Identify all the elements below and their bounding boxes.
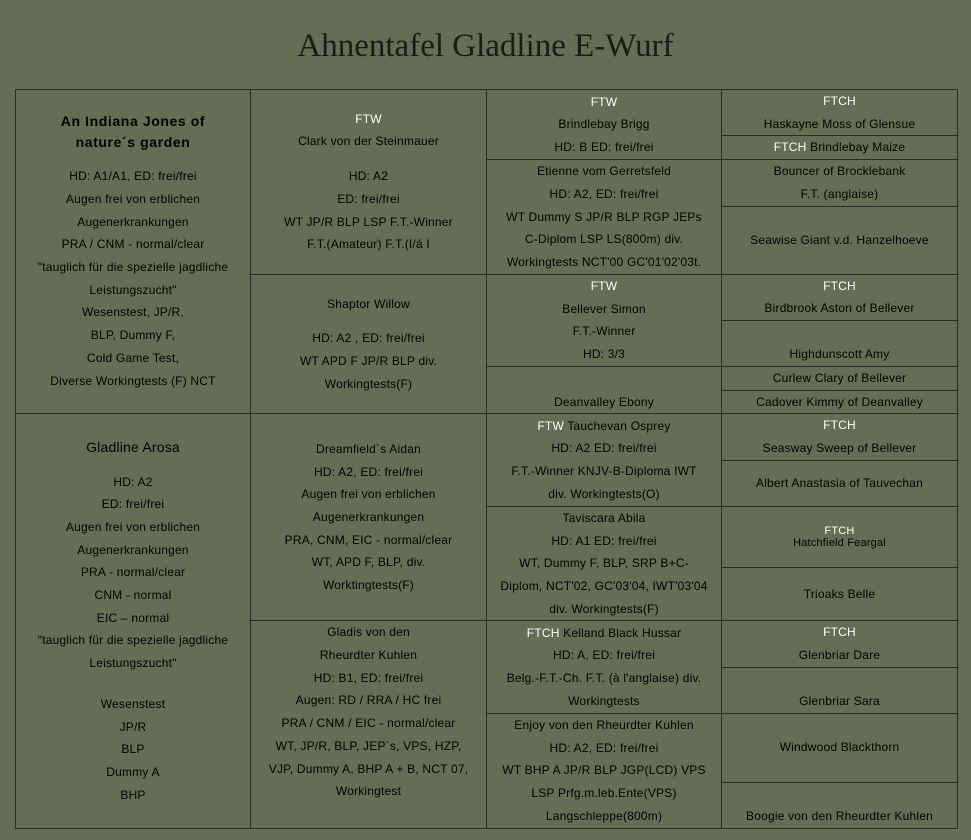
title-badge: FTCH [823, 278, 856, 293]
ancestor-name: Deanvalley Ebony [554, 394, 654, 409]
ancestor-cell [722, 390, 958, 414]
ancestor-line: HD: A2 , ED: frei/frei [312, 331, 425, 346]
ancestor-cell [487, 90, 722, 160]
dam-line: Dummy A [106, 764, 160, 779]
ancestor-line: HD: 3/3 [582, 347, 626, 362]
ancestor-cell [487, 621, 722, 713]
ancestor-cell [722, 667, 958, 713]
ancestor-name: Seawise Giant v.d. Hanzelhoeve [750, 232, 929, 247]
title-badge: FTW [355, 111, 382, 126]
ancestor-line: HD: A2, ED: frei/frei [549, 740, 659, 755]
ancestor-name: Brindlebay Maize [806, 140, 906, 155]
dog-line: Augen frei von erblichen [65, 191, 201, 206]
ancestor-cell [722, 206, 958, 274]
dog-line: Diverse Workingtests (F) NCT [50, 373, 216, 388]
ancestor-name: Birdbrook Aston of Bellever [764, 301, 915, 316]
dam-line: ED: frei/frei [101, 497, 165, 512]
ancestor-line: Etienne vom Gerretsfeld [537, 164, 671, 179]
ancestor-line: Rheurdter Kuhlen [319, 648, 418, 663]
title-badge: FTW [537, 418, 564, 433]
ancestor-name: Boogie von den Rheurdter Kuhlen [746, 809, 933, 824]
ancestor-cell [722, 321, 958, 367]
dog-line: Leistungszucht" [89, 282, 177, 297]
ancestor-line: WT Dummy S JP/R BLP RGP JEPs [506, 209, 702, 224]
page-title: Ahnentafel Gladline E-Wurf [297, 28, 674, 64]
ancestor-line: Augen frei von erblichen [301, 487, 436, 502]
dam-line: EIC – normal [96, 610, 170, 625]
sire-line: WT JP/R BLP LSP F.T.-Winner [284, 214, 453, 229]
ancestor-cell [487, 506, 722, 621]
dog-name: An Indiana Jones of [60, 113, 206, 130]
ancestor-name: Kelland Black Hussar [559, 625, 682, 640]
ancestor-cell [722, 506, 958, 567]
dog-name: nature´s garden [75, 134, 191, 151]
title-badge: FTCH [773, 140, 807, 155]
title-badge: FTCH [824, 524, 855, 537]
dog-line: "tauglich für die spezielle jagdliche [37, 260, 229, 275]
ancestor-name: Glenbriar Sara [799, 694, 880, 709]
ancestor-line: Workingtest [335, 784, 402, 799]
ancestor-cell [722, 274, 958, 320]
title-badge: FTCH [526, 625, 560, 640]
ancestor-line: Taviscara Abila [562, 510, 646, 525]
ancestor-line: Bellever Simon [562, 301, 646, 316]
dam-line: Augenerkrankungen [77, 542, 189, 557]
ancestor-cell [722, 90, 958, 136]
ancestor-name: Tauchevan Osprey [564, 418, 671, 433]
title-badge: FTCH [823, 625, 856, 640]
ancestor-name: Cadover Kimmy of Deanvalley [756, 394, 923, 409]
dam-name: Gladline Arosa [86, 438, 180, 455]
ancestor-line: WT, APD F, BLP, div. [311, 555, 426, 570]
title-badge: FTW [590, 278, 618, 293]
dam-of-dam-cell [251, 621, 487, 828]
dam-cell [16, 414, 251, 828]
ancestor-line: Workingtests NCT'00 GC'01'02'03t. [506, 254, 702, 269]
title-badge: FTCH [823, 418, 856, 433]
ancestor-cell [722, 568, 958, 621]
ancestor-cell [487, 274, 722, 366]
ancestor-line: Bouncer of Brocklebank [773, 164, 906, 179]
ancestor-line: C-Diplom LSP LS(800m) div. [524, 232, 684, 247]
ancestor-line: Workingtests(F) [324, 376, 413, 391]
ancestor-line: HD: B1, ED: frei/frei [313, 670, 424, 685]
sire-name: Clark von der Steinmauer [298, 134, 439, 149]
ancestor-cell [722, 460, 958, 506]
ancestor-name: Windwood Blackthorn [779, 740, 900, 755]
dog-line: Wesenstest, JP/R, [82, 305, 184, 320]
ancestor-line: HD: A2 ED: frei/frei [551, 441, 657, 456]
dam-line: JP/R [119, 719, 147, 734]
dam-line: Leistungszucht" [89, 656, 177, 671]
ancestor-name: Seasway Sweep of Bellever [762, 441, 917, 456]
ancestor-line: F.T.-Winner KNJV-B-Diploma IWT [511, 464, 697, 479]
ancestor-cell [722, 782, 958, 828]
ancestor-line: Diplom, NCT'02, GC'03'04, IWT'03'04 [500, 578, 708, 593]
ancestor-name: Haskayne Moss of Glensue [763, 116, 916, 131]
ancestor-line: div. Workingtests(O) [548, 486, 660, 501]
ancestor-line: F.T. (anglaise) [800, 186, 879, 201]
dog-line: Cold Game Test, [86, 350, 180, 365]
ancestor-line: Workingtests [568, 693, 640, 708]
ancestor-line: Belg.-F.T.-Ch. F.T. (à l'anglaise) div. [506, 671, 702, 686]
sire-cell [251, 90, 487, 275]
dog-cell [16, 90, 251, 414]
ancestor-cell [722, 713, 958, 782]
ancestor-line: Dreamfield´s Aidan [316, 441, 421, 456]
dog-line: Augenerkrankungen [77, 214, 189, 229]
ancestor-cell [487, 160, 722, 275]
title-badge: FTW [590, 94, 618, 109]
dog-line: PRA / CNM - normal/clear [61, 237, 205, 252]
ancestor-cell [722, 414, 958, 460]
ancestor-name: Curlew Clary of Bellever [772, 371, 907, 386]
pedigree-table [15, 89, 958, 829]
ancestor-line: WT BHP A JP/R BLP JGP(LCD) VPS [502, 763, 706, 778]
ancestor-line: HD: A2, ED: frei/frei [314, 464, 423, 479]
dam-line: CNM - normal [94, 588, 172, 603]
dam-line: PRA - normal/clear [80, 565, 186, 580]
ancestor-line: WT, JP/R, BLP, JEP´s, VPS, HZP, [275, 738, 462, 753]
ancestor-cell [487, 713, 722, 828]
ancestor-cell [722, 367, 958, 391]
ancestor-cell [722, 621, 958, 667]
sire-line: ED: frei/frei [337, 191, 400, 206]
ancestor-line: HD: A2, ED: frei/frei [549, 186, 659, 201]
ancestor-name: Shaptor Willow [327, 296, 410, 311]
ancestor-line: LSP Prfg.m.leb.Ente(VPS) [531, 786, 677, 801]
dam-line: Wesenstest [100, 696, 166, 711]
dam-line: HD: A2 [113, 474, 153, 489]
ancestor-line: VJP, Dummy A, BHP A + B, NCT 07, [268, 761, 469, 776]
ancestor-name: Hatchfield Feargal [793, 536, 886, 549]
ancestor-name: Trioaks Belle [803, 586, 876, 601]
sire-line: HD: A2 [348, 169, 389, 184]
dam-line: "tauglich für die spezielle jagdliche [37, 633, 229, 648]
ancestor-line: Gladis von den [327, 625, 410, 640]
ancestor-cell [487, 367, 722, 414]
dog-line: BLP, Dummy F, [90, 328, 176, 343]
sire-of-dam-cell [251, 414, 487, 621]
ancestor-line: Augen: RD / RRA / HC frei [295, 693, 442, 708]
ancestor-line: HD: A, ED: frei/frei [552, 648, 656, 663]
ancestor-line: WT APD F JP/R BLP div. [299, 354, 438, 369]
ancestor-line: WT, Dummy F, BLP, SRP B+C- [519, 556, 689, 571]
ancestor-line: div. Workingtests(F) [549, 601, 659, 616]
dam-line: BHP [120, 787, 146, 802]
dog-line: HD: A1/A1, ED: frei/frei [69, 169, 197, 184]
ancestor-line: HD: A1 ED: frei/frei [551, 533, 657, 548]
ancestor-cell [722, 160, 958, 206]
ancestor-line: Enjoy von den Rheurdter Kuhlen [514, 718, 694, 732]
ancestor-line: HD: B ED: frei/frei [554, 139, 654, 154]
ancestor-cell [487, 414, 722, 506]
ancestor-name: Highdunscott Amy [789, 347, 890, 362]
ancestor-line: F.T.-Winner [572, 324, 636, 339]
dam-line: BLP [121, 742, 145, 757]
ancestor-line: Augenerkrankungen [312, 510, 425, 525]
title-badge: FTCH [823, 94, 856, 108]
dam-line: Augen frei von erblichen [65, 519, 201, 534]
sire-line: F.T.(Amateur) F.T.(I/á I [307, 237, 430, 252]
ancestor-name: Glenbriar Dare [798, 648, 881, 663]
ancestor-cell [722, 136, 958, 160]
ancestor-line: PRA / CNM / EIC - normal/clear [281, 716, 456, 731]
dam-of-sire-cell [251, 274, 487, 414]
ancestor-line: Brindlebay Brigg [558, 117, 650, 132]
ancestor-name: Albert Anastasia of Tauvechan [755, 475, 924, 490]
ancestor-line: Worktingtests(F) [323, 578, 414, 593]
ancestor-line: Langschleppe(800m) [545, 808, 663, 823]
ancestor-line: PRA, CNM, EIC - normal/clear [284, 532, 453, 547]
